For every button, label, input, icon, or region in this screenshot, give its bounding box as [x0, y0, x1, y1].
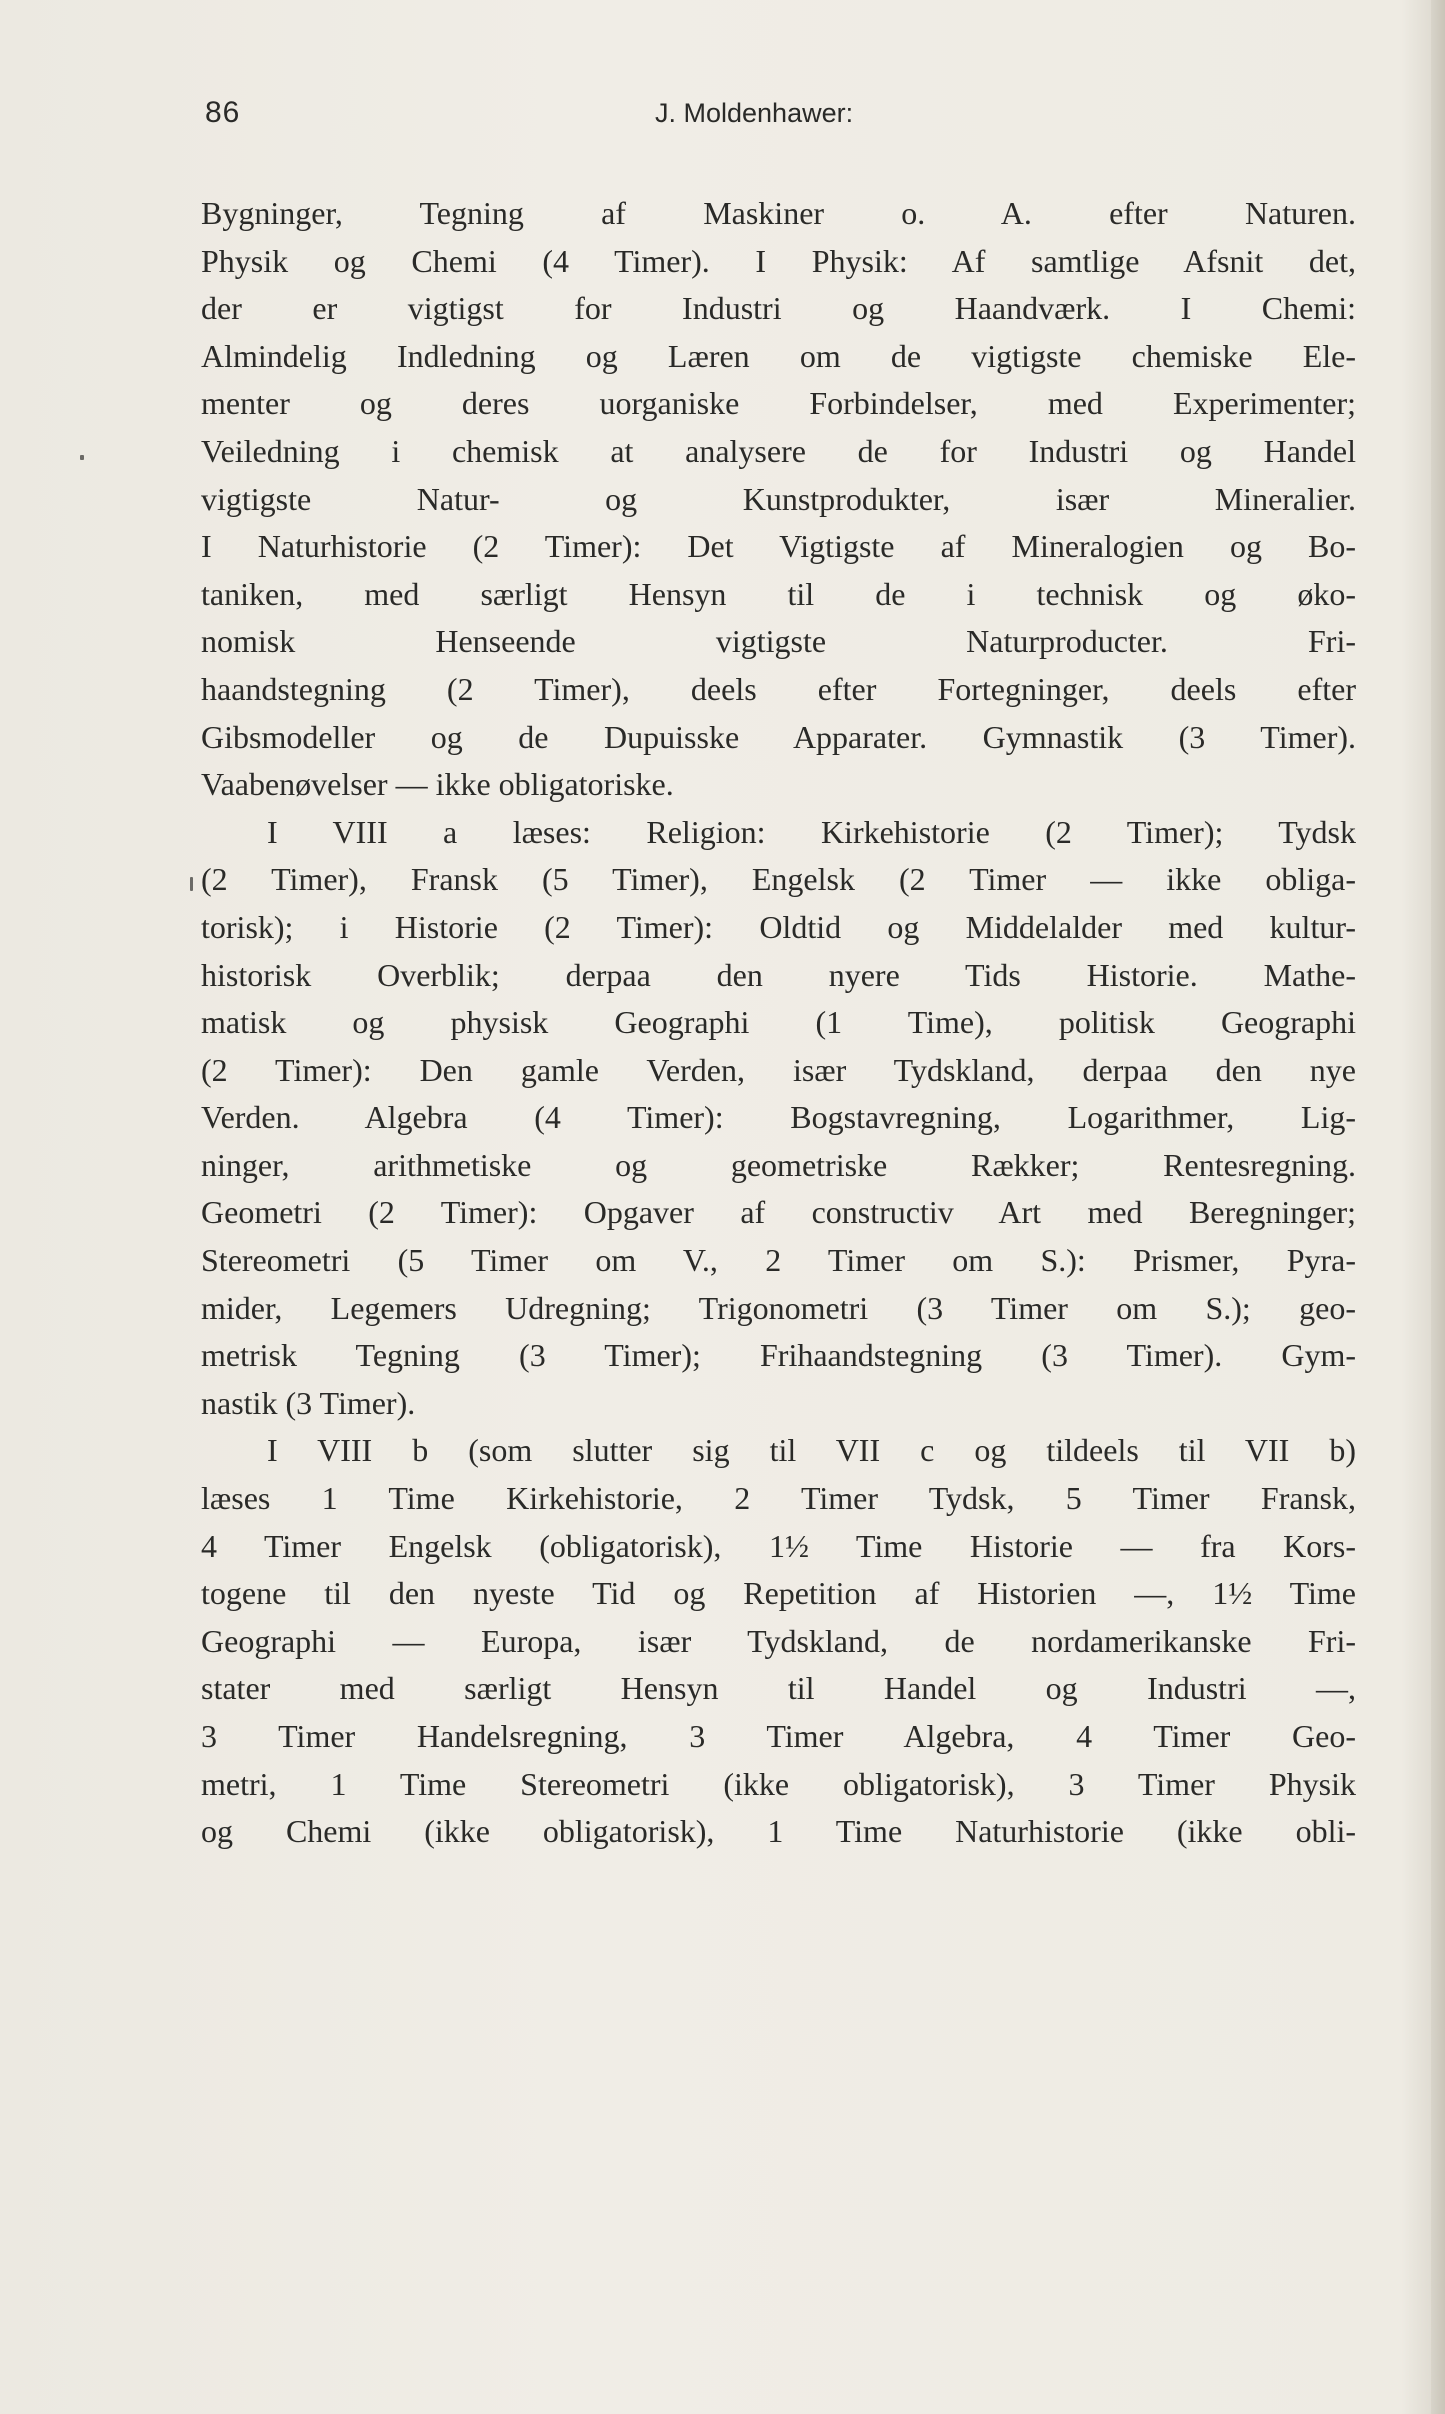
text-line: historisk Overblik; derpaa den nyere Tids Historie. Mathe- [201, 956, 1356, 993]
text-line: Physik og Chemi (4 Timer). I Physik: Af samtlige Afsnit det, [201, 242, 1356, 279]
text-line: haandstegning (2 Timer), deels efter Fortegninger, deels efter [201, 670, 1356, 707]
text-line: (2 Timer), Fransk (5 Timer), Engelsk (2 Timer — ikke obliga- [201, 861, 1356, 898]
text-line: der er vigtigst for Industri og Haandværk. I Chemi: [201, 290, 1356, 327]
text-line: torisk); i Historie (2 Timer): Oldtid og Middelalder med kultur- [201, 908, 1356, 945]
text-line: I Naturhistorie (2 Timer): Det Vigtigste af Mineralogien og Bo- [201, 528, 1356, 565]
text-line: og Chemi (ikke obligatorisk), 1 Time Naturhistorie (ikke obli- [201, 1813, 1356, 1850]
text-line: Geometri (2 Timer): Opgaver af constructiv Art med Beregninger; [201, 1194, 1356, 1231]
text-line: Veiledning i chemisk at analysere de for Industri og Handel [201, 432, 1356, 469]
text-line: nastik (3 Timer). [201, 1384, 416, 1421]
margin-tick [190, 877, 193, 891]
text-line: Almindelig Indledning og Læren om de vigtigste chemiske Ele- [201, 337, 1356, 374]
text-line: vigtigste Natur- og Kunstprodukter, især Mineralier. [201, 480, 1356, 517]
text-line: 4 Timer Engelsk (obligatorisk), 1½ Time Historie — fra Kors- [201, 1527, 1356, 1564]
text-line: I VIII a læses: Religion: Kirkehistorie (2 Timer); Tydsk [267, 813, 1356, 850]
text-line: stater med særligt Hensyn til Handel og Industri —, [201, 1670, 1356, 1707]
text-line: Stereometri (5 Timer om V., 2 Timer om S.): Prismer, Pyra- [201, 1242, 1356, 1279]
margin-speck [80, 455, 84, 460]
text-line: Verden. Algebra (4 Timer): Bogstavregning, Logarithmer, Lig- [201, 1099, 1356, 1136]
text-line: taniken, med særligt Hensyn til de i technisk og øko- [201, 575, 1356, 612]
body-text [201, 190, 1356, 1856]
text-line: I VIII b (som slutter sig til VII c og tildeels til VII b) [267, 1432, 1356, 1469]
text-line: togene til den nyeste Tid og Repetition af Historien —, 1½ Time [201, 1575, 1356, 1612]
text-line: Bygninger, Tegning af Maskiner o. A. efter Naturen. [201, 195, 1356, 231]
text-line: matisk og physisk Geographi (1 Time), politisk Geographi [201, 1004, 1356, 1041]
text-line: 3 Timer Handelsregning, 3 Timer Algebra, 4 Timer Geo- [201, 1718, 1356, 1754]
text-line: metrisk Tegning (3 Timer); Frihaandstegning (3 Timer). Gym- [201, 1337, 1356, 1374]
text-line: læses 1 Time Kirkehistorie, 2 Timer Tydsk, 5 Timer Fransk, [201, 1480, 1356, 1517]
text-line: Geographi — Europa, især Tydskland, de nordamerikanske Fri- [201, 1622, 1356, 1659]
running-head: J. Moldenhawer: [655, 98, 854, 128]
text-line: Gibsmodeller og de Dupuisske Apparater. Gymnastik (3 Timer). [201, 718, 1356, 755]
text-line: Vaabenøvelser — ikke obligatoriske. [201, 766, 674, 803]
page-number: 86 [205, 96, 241, 129]
page-edge-shadow [1431, 0, 1445, 2414]
text-line: nomisk Henseende vigtigste Naturproducter. Fri- [201, 623, 1356, 660]
text-line: menter og deres uorganiske Forbindelser, med Experimenter; [201, 385, 1356, 422]
text-line: metri, 1 Time Stereometri (ikke obligatorisk), 3 Timer Physik [201, 1765, 1356, 1802]
page-header [205, 96, 1315, 136]
text-line: ninger, arithmetiske og geometriske Rækker; Rentesregning. [201, 1146, 1356, 1183]
text-line: (2 Timer): Den gamle Verden, især Tydskland, derpaa den nye [201, 1051, 1356, 1088]
text-line: mider, Legemers Udregning; Trigonometri (3 Timer om S.); geo- [201, 1289, 1356, 1326]
